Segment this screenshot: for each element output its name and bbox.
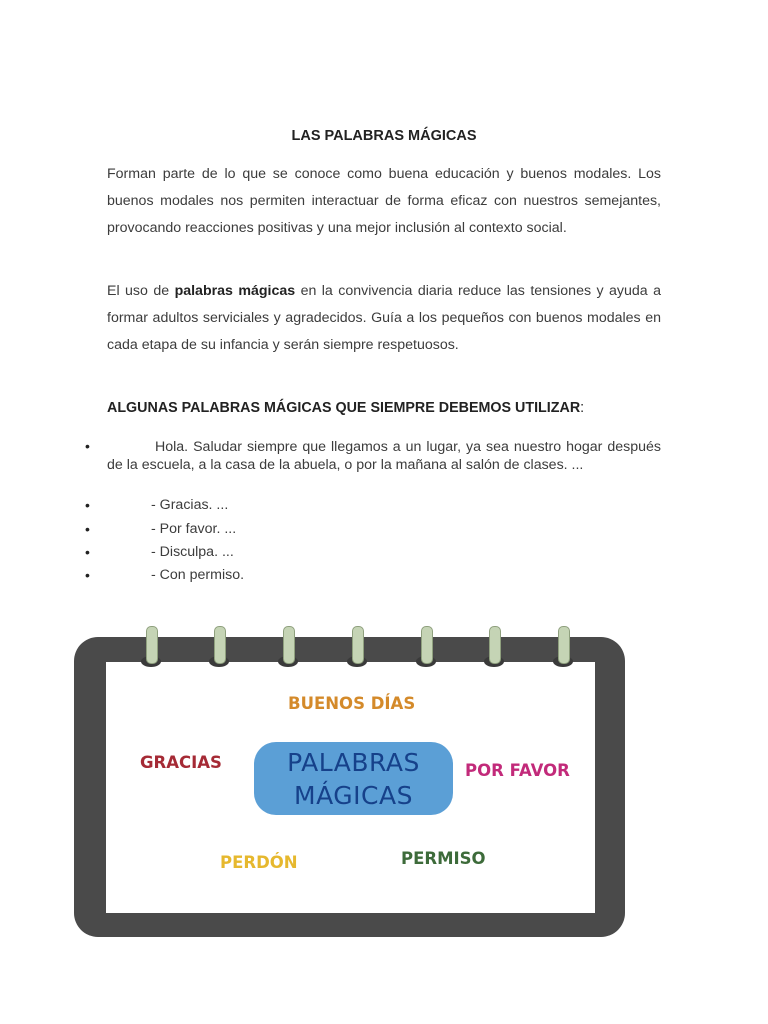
word-perdon: PERDÓN [220, 853, 298, 872]
bullet-icon: • [85, 544, 90, 560]
list-heading-colon: : [580, 400, 585, 416]
spiral-ring-icon [209, 626, 229, 670]
document-title: LAS PALABRAS MÁGICAS [291, 128, 477, 144]
word-buenos-dias: BUENOS DÍAS [288, 694, 416, 713]
list-item-text: Hola. Saludar siempre que llegamos a un lugar, ya sea nuestro hogar después de la escuela, a la casa de la abuela, o por la mañana al salón de clases. ... [107, 439, 661, 473]
list-heading-text: ALGUNAS PALABRAS MÁGICAS QUE SIEMPRE DEBEMOS UTILIZAR [107, 400, 581, 416]
usage-paragraph-start: El uso de [107, 283, 175, 299]
usage-paragraph [107, 278, 661, 359]
spiral-ring-icon [416, 626, 436, 670]
list-item-text: - Por favor. ... [151, 521, 237, 537]
spiral-ring-icon [141, 626, 161, 670]
usage-paragraph-end: en la convivencia diaria reduce las tensiones y ayuda a formar adultos serviciales y agradecidos. Guía a los pequeños con buenos modales en cada etapa de su infancia y serán siempre respetuosos. [107, 283, 661, 353]
bullet-icon: • [85, 567, 90, 583]
word-permiso: PERMISO [401, 849, 486, 868]
bullet-icon: • [85, 521, 90, 537]
spiral-ring-icon [278, 626, 298, 670]
bullet-icon: • [85, 497, 90, 513]
usage-paragraph-bold: palabras mágicas [174, 283, 296, 299]
magic-words-badge [254, 742, 453, 815]
list-heading [107, 400, 687, 416]
list-item-text: - Disculpa. ... [151, 544, 234, 560]
spiral-ring-icon [553, 626, 573, 670]
bullet-icon: • [85, 438, 90, 454]
spiral-ring-icon [484, 626, 504, 670]
badge-line-1: PALABRAS [287, 747, 420, 777]
word-por-favor: POR FAVOR [465, 761, 570, 780]
badge-line-2: MÁGICAS [294, 780, 413, 810]
list-item-text: - Gracias. ... [151, 497, 229, 513]
spiral-ring-icon [347, 626, 367, 670]
intro-paragraph: Forman parte de lo que se conoce como buena educación y buenos modales. Los buenos modales nos permiten interactuar de forma eficaz con nuestros semejantes, provocando reacciones positivas y una mejor inclusión al contexto social. [107, 166, 661, 236]
word-gracias: GRACIAS [140, 753, 222, 772]
list-item-text: - Con permiso. [151, 567, 245, 583]
